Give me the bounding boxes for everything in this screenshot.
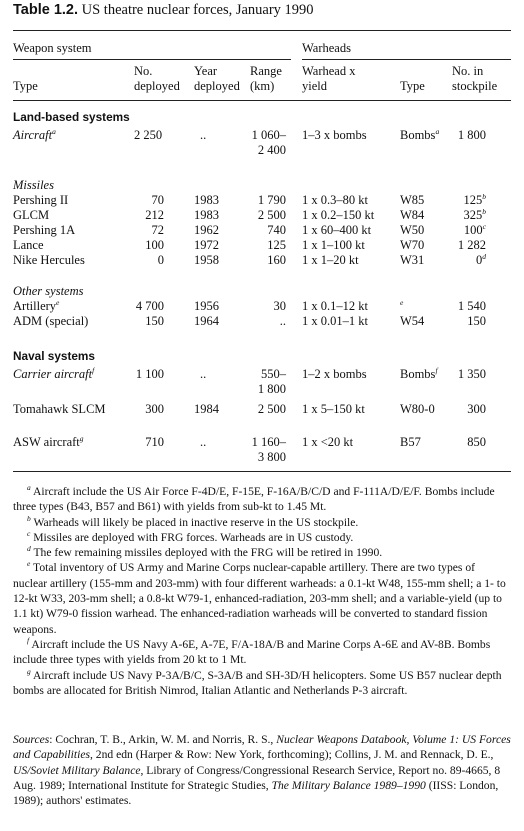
cell-year: 1956 (194, 299, 219, 313)
header-no-deployed-2: deployed (134, 79, 180, 93)
footnote-e: $^e$ Total inventory of US Army and Marine Corps nuclear-capable artillery. There are two types of nuclear artillery (155-mm and 203-mm) with four different warheads: a 0.1-kt W48, 155-mm shell; a 1- to 12-kt W33, 203-mm shell; a 0.8-kt W79-1, enhanced-radiation, 203-mm shell; and a variable-yield (up to 1.1 kt) W79-0 fission warhead. The enhanced-radiation warheads will be converted to standard fission weapons. (13, 559, 506, 636)
cell-type: Tomahawk SLCM (13, 402, 106, 416)
cell-stockpile: 325$^b$ (463, 206, 486, 222)
footnote-d: $^d$ The few remaining missiles deployed with the FRG will be retired in 1990. (27, 544, 383, 560)
warheads-rule (302, 59, 511, 60)
cell-warhead-type: Bombs$^a$ (400, 126, 440, 142)
section-missiles: Missiles (13, 178, 54, 192)
cell-range-cont: 3 800 (257, 450, 286, 464)
cell-deployed: 212 (145, 208, 164, 222)
cell-year: .. (200, 435, 207, 449)
cell-type: Aircraft$^a$ (13, 126, 56, 142)
cell-stockpile: 300 (467, 402, 486, 416)
weapon-system-rule (13, 59, 291, 60)
cell-range: 1 160– (251, 435, 286, 449)
cell-type: GLCM (13, 208, 50, 222)
cell-range-cont: 1 800 (257, 382, 286, 396)
cell-deployed: 0 (157, 253, 164, 267)
cell-yield: 1–2 x bombs (302, 367, 367, 381)
cell-deployed: 72 (151, 223, 164, 237)
header-stockpile-2: stockpile (452, 79, 498, 93)
group-warheads: Warheads (302, 41, 351, 55)
footnote-a: $^a$ Aircraft include the US Air Force F-4D/E, F-15E, F-16A/B/C/D and F-111A/D/E/F. Bombs include three types (B43, B57 and B61) with yields from sub-kt to 1.45 Mt. (13, 483, 495, 514)
sources: Sources: Cochran, T. B., Arkin, W. M. and Norris, R. S., Nuclear Weapons Databook, Volume 1: US Forces and Capabilities, 2nd edn (Harper & Row: New York, forthcoming); Collins, J. M. and Rennack, D. E., US/Soviet Military Balance, Library of Congress/Congressional Research Service, Report no. 89-4665, 8 Aug. 1989; International Institute for Strategic Studies, The Military Balance 1989–1990 (IISS: London, 1989); authors' estimates. (13, 733, 511, 808)
cell-yield: 1 x 5–150 kt (302, 402, 365, 416)
cell-yield: 1 x 60–400 kt (302, 223, 372, 237)
cell-type: Carrier aircraft$^f$ (13, 365, 95, 381)
cell-warhead-type: Bombs$^f$ (400, 365, 438, 381)
header-range-1: Range (250, 64, 282, 78)
cell-year: 1983 (194, 208, 219, 222)
cell-yield: 1–3 x bombs (302, 128, 367, 142)
cell-stockpile: 1 800 (457, 128, 486, 142)
cell-stockpile: 0$^d$ (476, 251, 486, 267)
cell-yield: 1 x 0.1–12 kt (302, 299, 368, 313)
cell-type: Pershing II (13, 193, 69, 207)
cell-range-cont: 2 400 (257, 143, 286, 157)
cell-warhead-type: W84 (400, 208, 425, 222)
cell-yield: 1 x 0.3–80 kt (302, 193, 368, 207)
cell-range: .. (279, 314, 286, 328)
cell-deployed: 70 (151, 193, 164, 207)
cell-deployed: 2 250 (134, 128, 163, 142)
cell-range: 2 500 (257, 402, 286, 416)
cell-year: 1983 (194, 193, 219, 207)
header-stockpile-1: No. in (452, 64, 484, 78)
cell-deployed: 100 (145, 238, 164, 252)
cell-yield: 1 x 0.01–1 kt (302, 314, 368, 328)
cell-stockpile: 1 282 (457, 238, 486, 252)
sources-label: Sources (13, 733, 50, 746)
cell-year: .. (200, 367, 207, 381)
header-range-2: (km) (250, 79, 275, 93)
cell-warhead-type: W50 (400, 223, 425, 237)
cell-deployed: 300 (145, 402, 164, 416)
section-naval-systems: Naval systems (13, 349, 95, 363)
cell-yield: 1 x <20 kt (302, 435, 354, 449)
cell-range: 550– (261, 367, 286, 381)
footnote-b: $^b$ Warheads will likely be placed in inactive reserve in the US stockpile. (27, 513, 359, 529)
cell-year: 1964 (194, 314, 219, 328)
cell-year: 1984 (194, 402, 219, 416)
cell-type: Nike Hercules (13, 253, 85, 267)
cell-warhead-type: B57 (400, 435, 421, 449)
cell-warhead-type: W70 (400, 238, 425, 252)
cell-stockpile: 850 (467, 435, 486, 449)
cell-deployed: 4 700 (135, 299, 164, 313)
cell-range: 160 (267, 253, 286, 267)
header-warhead-1: Warhead x (302, 64, 356, 78)
cell-year: 1972 (194, 238, 219, 252)
footnotes (13, 484, 511, 698)
section-other-systems: Other systems (13, 284, 84, 298)
footnote-f: $^f$ Aircraft include the US Navy A-6E, A-7E, F/A-18A/B and Marine Corps A-6E and AV-8B. Bombs include three types with yields from 20 kt to 1 Mt. (13, 636, 491, 667)
cell-stockpile: 100$^c$ (463, 221, 486, 237)
cell-warhead-type: W80-0 (400, 402, 435, 416)
cell-yield: 1 x 1–20 kt (302, 253, 359, 267)
top-rule (13, 30, 511, 31)
cell-type: Artillery$^e$ (13, 297, 60, 313)
cell-stockpile: 125$^b$ (463, 191, 486, 207)
table-caption: US theatre nuclear forces, January 1990 (78, 2, 314, 18)
cell-range: 2 500 (257, 208, 286, 222)
cell-range: 1 790 (257, 193, 286, 207)
cell-yield: 1 x 0.2–150 kt (302, 208, 375, 222)
cell-range: 30 (273, 299, 286, 313)
cell-yield: 1 x 1–100 kt (302, 238, 365, 252)
cell-year: 1958 (194, 253, 219, 267)
cell-range: 125 (267, 238, 286, 252)
cell-stockpile: 1 540 (457, 299, 486, 313)
header-year-2: deployed (194, 79, 240, 93)
cell-warhead-type: W85 (400, 193, 425, 207)
cell-type: Pershing 1A (13, 223, 76, 237)
cell-year: 1962 (194, 223, 219, 237)
cell-range: 1 060– (251, 128, 286, 142)
table-title (13, 2, 314, 19)
section-land-based: Land-based systems (13, 110, 130, 124)
cell-stockpile: 1 350 (457, 367, 486, 381)
header-no-deployed-1: No. (134, 64, 153, 78)
cell-deployed: 710 (145, 435, 164, 449)
cell-year: .. (200, 128, 207, 142)
cell-type: ASW aircraft$^g$ (13, 433, 84, 449)
cell-warhead-type: W31 (400, 253, 425, 267)
table-number: Table 1.2. (13, 2, 79, 18)
cell-warhead-type: W54 (400, 314, 425, 328)
header-rule (13, 100, 511, 101)
cell-range: 740 (267, 223, 286, 237)
footnote-c: $^c$ Missiles are deployed with FRG forces. Warheads are in US custody. (27, 529, 354, 544)
header-warhead-2: yield (302, 79, 327, 93)
cell-type: Lance (13, 238, 44, 252)
footnote-g: $^g$ Aircraft include US Navy P-3A/B/C, S-3A/B and SH-3D/H helicopters. Some US B57 nuclear depth bombs are allocated for British Nimrod, Italian Atlantic and Netherlands P-3 aircraft. (13, 666, 502, 697)
header-type: Type (13, 79, 38, 93)
cell-deployed: 150 (145, 314, 164, 328)
bottom-rule (13, 471, 511, 472)
cell-stockpile: 150 (467, 314, 486, 328)
cell-deployed: 1 100 (135, 367, 164, 381)
header-year-1: Year (194, 64, 218, 78)
header-warhead-type: Type (400, 79, 425, 93)
cell-warhead-type: e (400, 297, 404, 307)
group-weapon-system: Weapon system (13, 41, 92, 55)
cell-type: ADM (special) (13, 314, 89, 328)
